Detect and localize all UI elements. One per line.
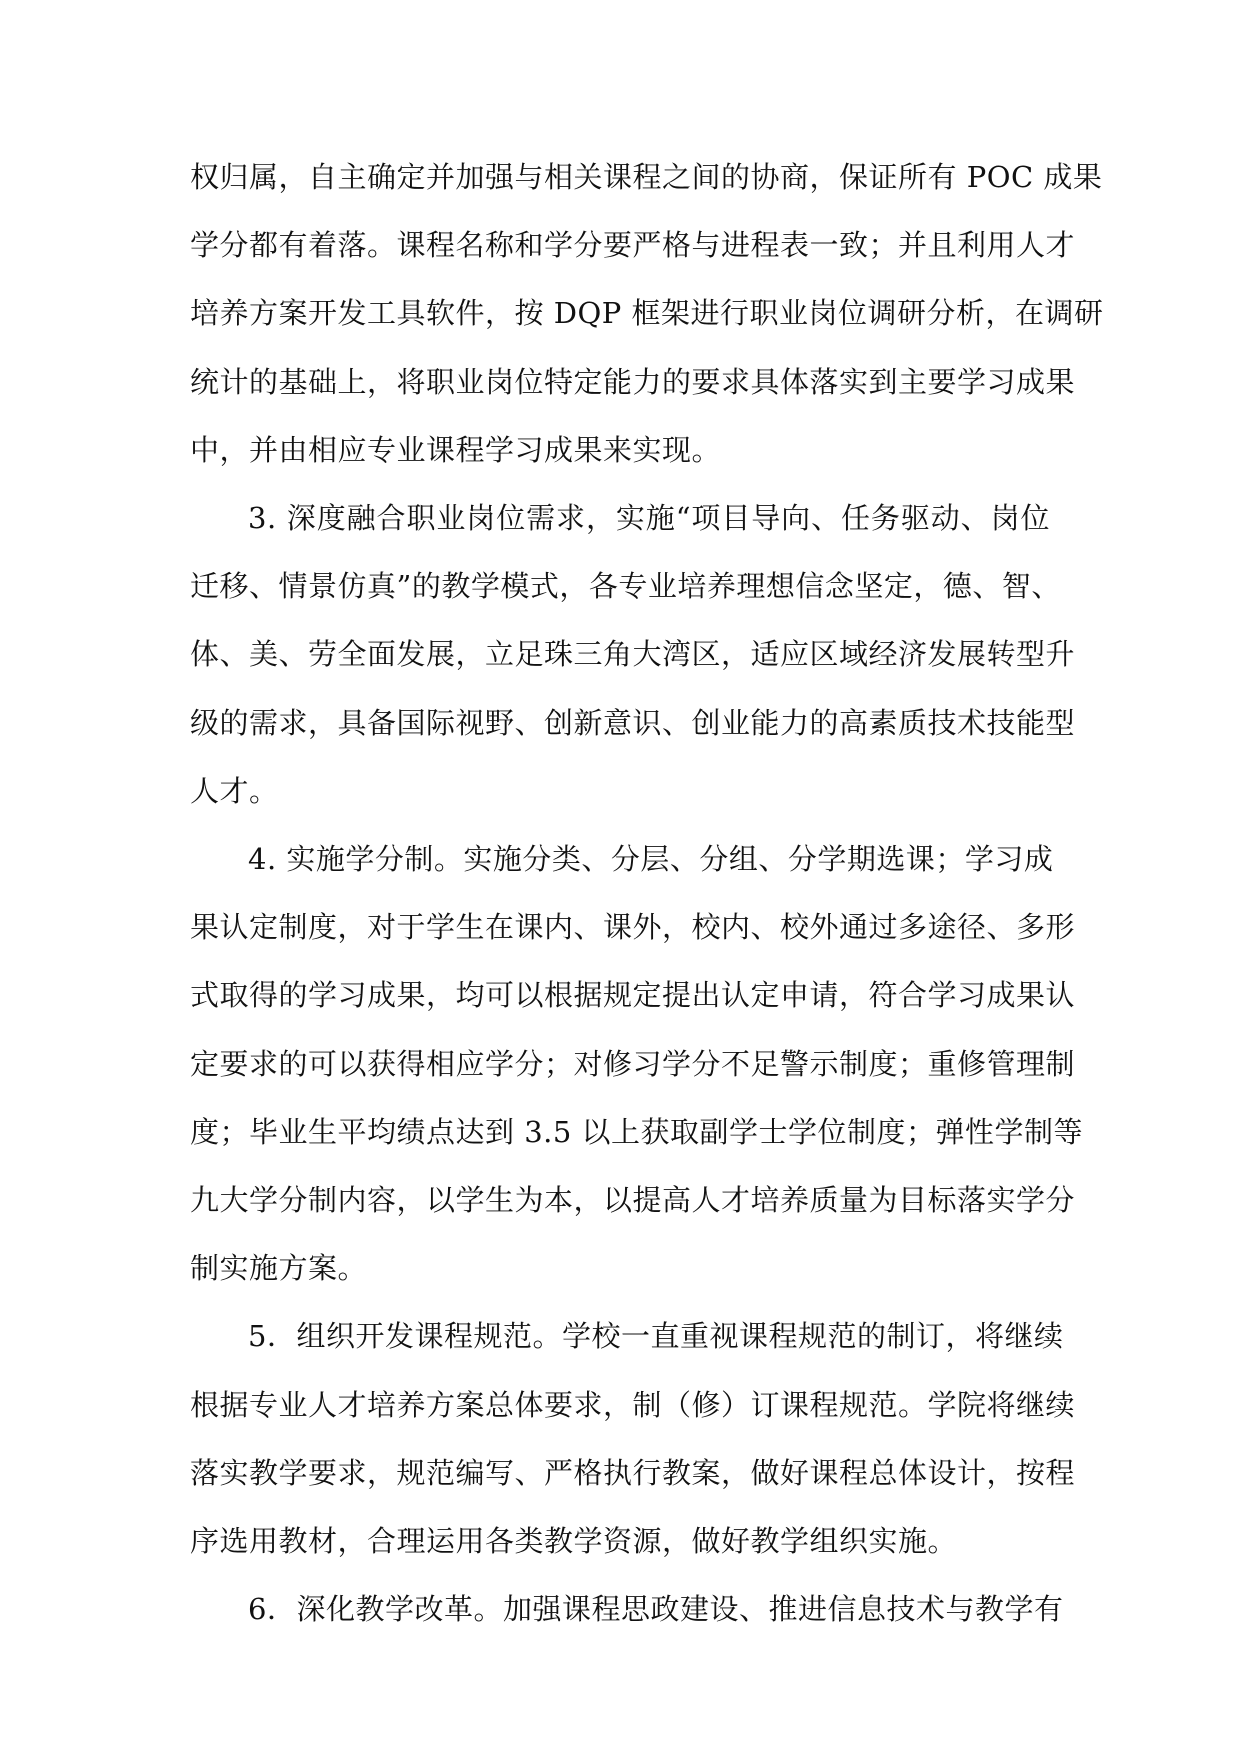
text-line: 6．深化教学改革。加强课程思政建设、推进信息技术与教学有 [248, 1592, 1064, 1627]
text-line: 根据专业人才培养方案总体要求，制（修）订课程规范。学院将继续 [190, 1387, 1076, 1422]
text-line: 培养方案开发工具软件，按 DQP 框架进行职业岗位调研分析，在调研 [190, 296, 1104, 331]
text-line: 九大学分制内容，以学生为本，以提高人才培养质量为目标落实学分 [190, 1183, 1076, 1217]
text-line: 5．组织开发课程规范。学校一直重视课程规范的制订，将继续 [248, 1319, 1064, 1354]
text-line: 度；毕业生平均绩点达到 3.5 以上获取副学士学位制度；弹性学制等 [190, 1114, 1084, 1149]
text-line: 体、美、劳全面发展，立足珠三角大湾区，适应区域经济发展转型升 [190, 637, 1076, 672]
text-line: 人才。 [190, 773, 279, 808]
text-line: 权归属，自主确定并加强与相关课程之间的协商，保证所有 POC 成果 [190, 160, 1103, 194]
text-line: 式取得的学习成果，均可以根据规定提出认定申请，符合学习成果认 [190, 978, 1076, 1013]
text-line: 落实教学要求，规范编写、严格执行教案，做好课程总体设计，按程 [190, 1455, 1076, 1490]
text-line: 序选用教材，合理运用各类教学资源，做好教学组织实施。 [190, 1524, 958, 1558]
text-line: 4. 实施学分制。实施分类、分层、分组、分学期选课；学习成 [248, 842, 1054, 876]
text-line: 统计的基础上，将职业岗位特定能力的要求具体落实到主要学习成果 [190, 364, 1076, 399]
text-line: 3. 深度融合职业岗位需求，实施“项目导向、任务驱动、岗位 [248, 501, 1050, 535]
text-line: 学分都有着落。课程名称和学分要严格与进程表一致；并且利用人才 [190, 228, 1076, 263]
text-line: 制实施方案。 [190, 1251, 368, 1286]
text-line: 级的需求，具备国际视野、创新意识、创业能力的高素质技术技能型 [190, 705, 1076, 740]
text-line: 定要求的可以获得相应学分；对修习学分不足警示制度；重修管理制 [190, 1046, 1076, 1081]
text-line: 果认定制度，对于学生在课内、课外，校内、校外通过多途径、多形 [190, 910, 1076, 945]
text-line: 迁移、情景仿真”的教学模式，各专业培养理想信念坚定，德、智、 [190, 569, 1061, 604]
text-line: 中，并由相应专业课程学习成果来实现。 [190, 432, 722, 467]
